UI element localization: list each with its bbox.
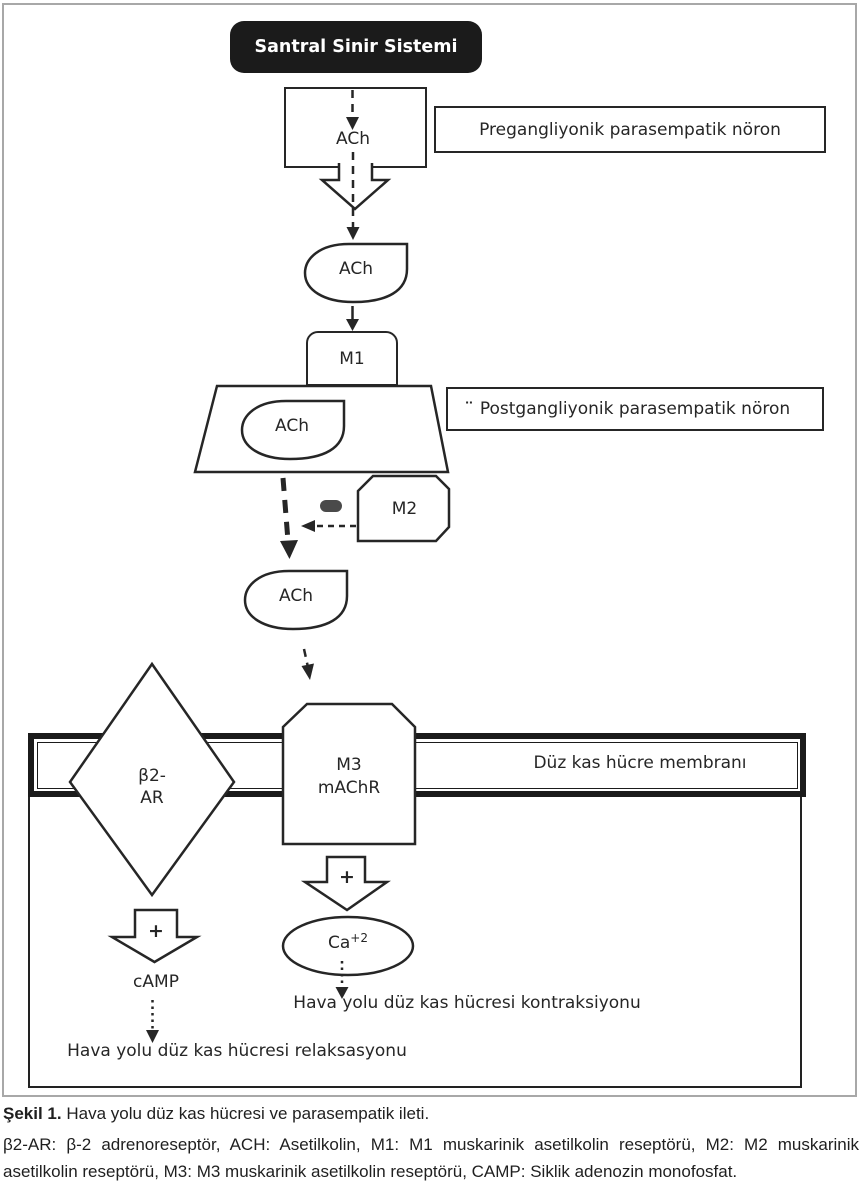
plus-right-label: + — [339, 866, 355, 888]
contraction-label: Hava yolu düz kas hücresi kontraksiyonu — [293, 993, 641, 1013]
arrowhead-icon — [347, 227, 360, 240]
m3-label — [297, 754, 401, 800]
caption-title: Hava yolu düz kas hücresi ve parasempatik ileti. — [61, 1104, 430, 1123]
m2-label: M2 — [391, 499, 418, 519]
plus-left-label: + — [148, 920, 164, 942]
beta2ar-line2: AR — [140, 788, 164, 808]
minus-icon — [320, 500, 342, 512]
calcium-label — [306, 931, 390, 953]
hollow-down-arrow-icon — [322, 163, 388, 209]
m3-line1: M3 — [336, 755, 362, 775]
calcium-base: Ca — [328, 933, 351, 953]
thick-dashed-line — [283, 478, 288, 541]
arrowhead-icon — [280, 540, 298, 559]
calcium-superscript: +2 — [350, 931, 368, 945]
membrane-label: Düz kas hücre membranı — [533, 753, 747, 773]
arrowhead-icon — [346, 319, 359, 331]
postganglionic-mark: ¨ — [464, 398, 474, 422]
postganglionic-label: Postgangliyonik parasempatik nöron — [479, 399, 791, 419]
figure-caption — [3, 1104, 859, 1185]
preganglionic-label: Pregangliyonik parasempatik nöron — [479, 119, 781, 140]
ach-soma-label: ACh — [336, 129, 370, 149]
caption-title-line — [3, 1104, 859, 1124]
ach-vesicle-2-label: ACh — [275, 416, 309, 436]
dashed-line — [304, 649, 308, 665]
camp-label: cAMP — [133, 972, 179, 992]
m1-label: M1 — [339, 348, 365, 369]
arrowhead-icon — [302, 664, 315, 681]
ach-vesicle-1-label: ACh — [339, 259, 373, 279]
arrowhead-icon — [301, 520, 315, 532]
caption-label: Şekil 1. — [3, 1104, 62, 1123]
figure-legend: β2-AR: β-2 adrenoreseptör, ACH: Asetilkolin, M1: M1 muskarinik asetilkolin reseptörü, M2: M2 muskarinik asetilkolin reseptörü, M3: M3 muskarinik asetilkolin reseptörü, CAMP: Siklik adenozin monofosfat. — [3, 1135, 859, 1181]
beta2ar-line1: β2- — [138, 766, 166, 786]
relaxation-label: Hava yolu düz kas hücresi relaksasyonu — [67, 1041, 407, 1061]
ach-vesicle-3-label: ACh — [279, 586, 313, 606]
beta2ar-label — [108, 765, 196, 809]
m3-line2: mAChR — [317, 778, 381, 798]
cns-label: Santral Sinir Sistemi — [254, 37, 458, 57]
